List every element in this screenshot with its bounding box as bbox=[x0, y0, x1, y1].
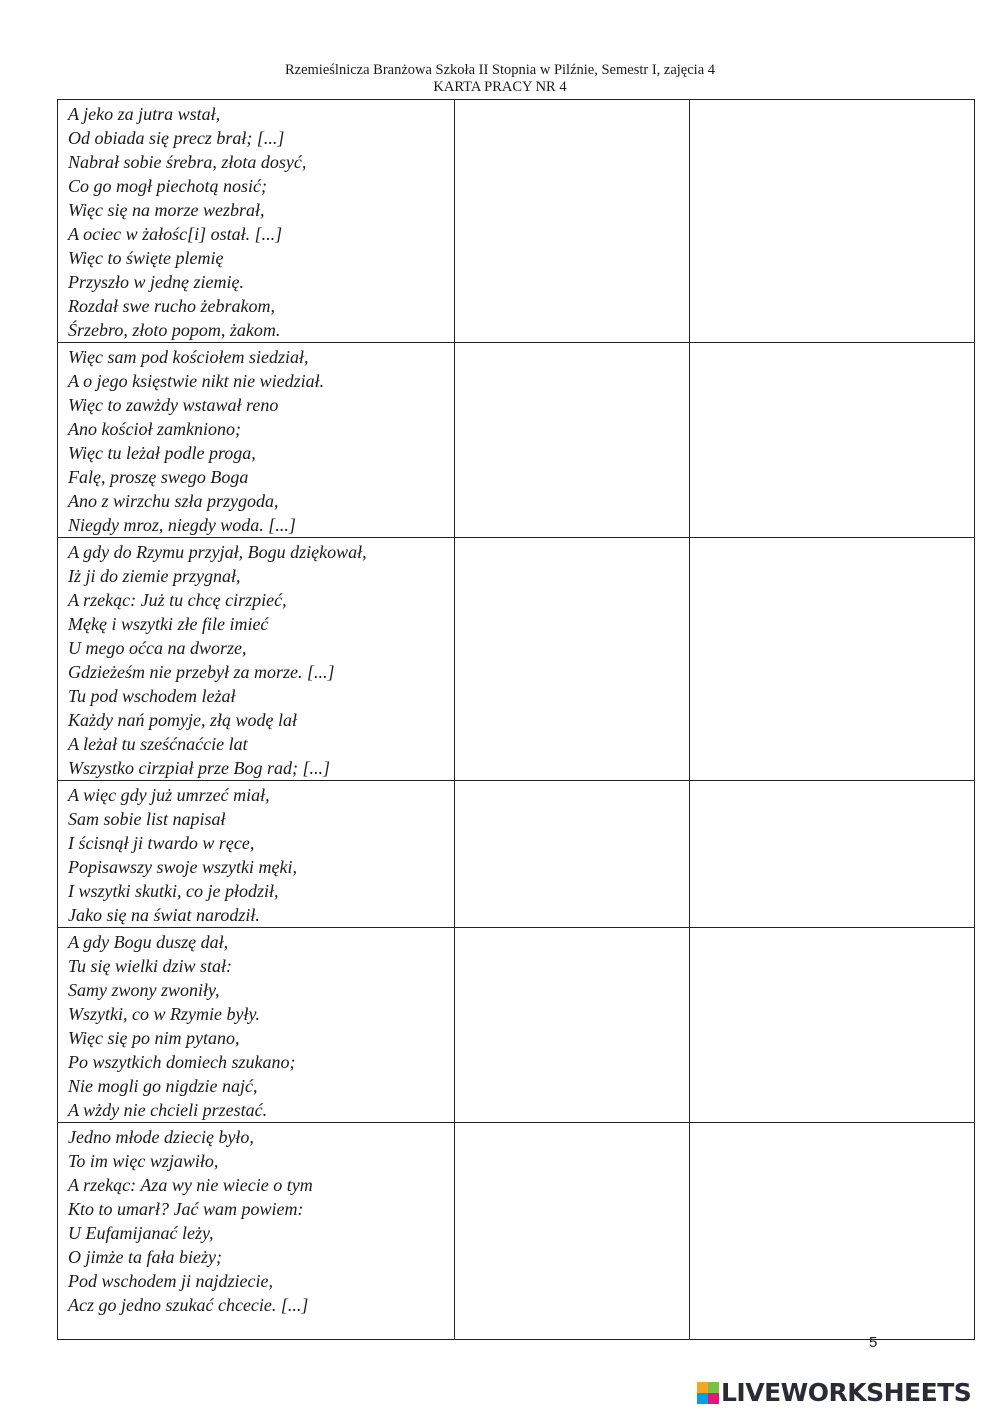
verse-line: Śrzebro, złoto popom, żakom. bbox=[68, 320, 281, 340]
verse-line: A jeko za jutra wstał, bbox=[68, 104, 221, 124]
answer-cell[interactable] bbox=[690, 343, 975, 538]
verse-line: Każdy nań pomyje, złą wodę lał bbox=[68, 710, 297, 730]
answer-cell[interactable] bbox=[455, 1123, 690, 1340]
answer-cell[interactable] bbox=[455, 538, 690, 781]
verse-line: Niegdy mroz, niegdy woda. [...] bbox=[68, 515, 296, 535]
verse-line: Jako się na świat narodził. bbox=[68, 905, 260, 925]
liveworksheets-logo-icon bbox=[697, 1382, 719, 1404]
verse-line: Więc się po nim pytano, bbox=[68, 1028, 240, 1048]
answer-cell[interactable] bbox=[690, 928, 975, 1123]
verse-line: I wszytki skutki, co je płodził, bbox=[68, 881, 279, 901]
table-row bbox=[58, 100, 975, 343]
verse-line: A więc gdy już umrzeć miał, bbox=[68, 785, 270, 805]
answer-cell[interactable] bbox=[455, 781, 690, 928]
logo-square bbox=[697, 1393, 708, 1404]
verse-line: Jedno młode dziecię było, bbox=[68, 1127, 254, 1147]
verse-line: Rozdał swe rucho żebrakom, bbox=[68, 296, 275, 316]
answer-cell[interactable] bbox=[690, 781, 975, 928]
verse-line: I ścisnął ji twardo w ręce, bbox=[68, 833, 255, 853]
verse-line: Popisawszy swoje wszytki męki, bbox=[68, 857, 297, 877]
verse-line: A gdy do Rzymu przyjał, Bogu dziękował, bbox=[68, 542, 367, 562]
verse-line: Wszytki, co w Rzymie były. bbox=[68, 1004, 260, 1024]
verse-block bbox=[58, 538, 454, 780]
verse-cell bbox=[58, 343, 455, 538]
verse-line: U mego oćca na dworze, bbox=[68, 638, 247, 658]
answer-cell[interactable] bbox=[455, 343, 690, 538]
answer-cell[interactable] bbox=[455, 928, 690, 1123]
verse-line: Po wszytkich domiech szukano; bbox=[68, 1052, 296, 1072]
verse-line: Przyszło w jednę ziemię. bbox=[68, 272, 244, 292]
verse-line: Falę, proszę swego Boga bbox=[68, 467, 249, 487]
logo-square bbox=[708, 1393, 719, 1404]
document-header bbox=[0, 62, 1000, 96]
page-number: 5 bbox=[869, 1334, 878, 1351]
header-worksheet-title: KARTA PRACY NR 4 bbox=[433, 79, 567, 95]
verse-cell bbox=[58, 928, 455, 1123]
verse-line: Sam sobie list napisał bbox=[68, 809, 226, 829]
verse-block bbox=[58, 928, 454, 1122]
verse-line: A gdy Bogu duszę dał, bbox=[68, 932, 229, 952]
verse-line: O jimże ta fała bieży; bbox=[68, 1247, 222, 1267]
verse-block bbox=[58, 781, 454, 927]
verse-line: Samy zwony zwoniły, bbox=[68, 980, 220, 1000]
verse-line: Gdzieżeśm nie przebył za morze. [...] bbox=[68, 662, 335, 682]
answer-cell[interactable] bbox=[690, 538, 975, 781]
verse-line: Więc tu leżał podle proga, bbox=[68, 443, 256, 463]
answer-cell[interactable] bbox=[690, 100, 975, 343]
verse-line: Pod wschodem ji najdziecie, bbox=[68, 1271, 273, 1291]
verse-line: Kto to umarł? Jać wam powiem: bbox=[68, 1199, 304, 1219]
verse-line: Mękę i wszytki złe file imieć bbox=[68, 614, 269, 634]
verse-line: Więc to święte plemię bbox=[68, 248, 224, 268]
logo-square bbox=[708, 1382, 719, 1393]
answer-cell[interactable] bbox=[455, 100, 690, 343]
table-row bbox=[58, 1123, 975, 1340]
verse-cell bbox=[58, 781, 455, 928]
verse-line: Nie mogli go nigdzie najć, bbox=[68, 1076, 258, 1096]
verse-block bbox=[58, 1123, 454, 1317]
verse-line: A wżdy nie chcieli przestać. bbox=[68, 1100, 268, 1120]
verse-line: A rzekąc: Już tu chcę cirzpieć, bbox=[68, 590, 287, 610]
verse-block bbox=[58, 100, 454, 342]
verse-block bbox=[58, 343, 454, 537]
verse-line: To im więc wzjawiło, bbox=[68, 1151, 219, 1171]
verse-cell bbox=[58, 538, 455, 781]
liveworksheets-logo[interactable] bbox=[697, 1380, 971, 1406]
verse-line: Ano z wirzchu szła przygoda, bbox=[68, 491, 279, 511]
verse-line: Więc się na morze wezbrał, bbox=[68, 200, 265, 220]
verse-line: Nabrał sobie śrebra, złota dosyć, bbox=[68, 152, 307, 172]
verse-line: Więc to zawżdy wstawał reno bbox=[68, 395, 279, 415]
verse-line: Tu pod wschodem leżał bbox=[68, 686, 236, 706]
table-row bbox=[58, 343, 975, 538]
verse-line: A rzekąc: Aza wy nie wiecie o tym bbox=[68, 1175, 313, 1195]
table-row bbox=[58, 781, 975, 928]
header-school-line: Rzemieślnicza Branżowa Szkoła II Stopnia w Pilźnie, Semestr I, zajęcia 4 bbox=[284, 62, 716, 78]
verse-line: A o jego księstwie nikt nie wiedział. bbox=[68, 371, 325, 391]
answer-cell[interactable] bbox=[690, 1123, 975, 1340]
verse-line: Od obiada się precz brał; [...] bbox=[68, 128, 285, 148]
verse-line: Co go mogł piechotą nosić; bbox=[68, 176, 267, 196]
verse-line: A ociec w żałośc[i] ostał. [...] bbox=[68, 224, 283, 244]
table-row bbox=[58, 538, 975, 781]
verse-cell bbox=[58, 1123, 455, 1340]
table-row bbox=[58, 928, 975, 1123]
liveworksheets-logo-text: LIVEWORKSHEETS bbox=[721, 1378, 972, 1407]
verse-line: Ano kościoł zamkniono; bbox=[68, 419, 241, 439]
verse-line: Acz go jedno szukać chcecie. [...] bbox=[68, 1295, 309, 1315]
worksheet-table bbox=[57, 99, 975, 1340]
logo-square bbox=[697, 1382, 708, 1393]
verse-line: Wszystko cirzpiał prze Bog rad; [...] bbox=[68, 758, 330, 778]
verse-line: U Eufamijanać leży, bbox=[68, 1223, 214, 1243]
verse-cell bbox=[58, 100, 455, 343]
verse-line: Tu się wielki dziw stał: bbox=[68, 956, 233, 976]
verse-line: A leżał tu sześćnaćcie lat bbox=[68, 734, 248, 754]
verse-line: Iż ji do ziemie przygnał, bbox=[68, 566, 241, 586]
verse-line: Więc sam pod kościołem siedział, bbox=[68, 347, 309, 367]
